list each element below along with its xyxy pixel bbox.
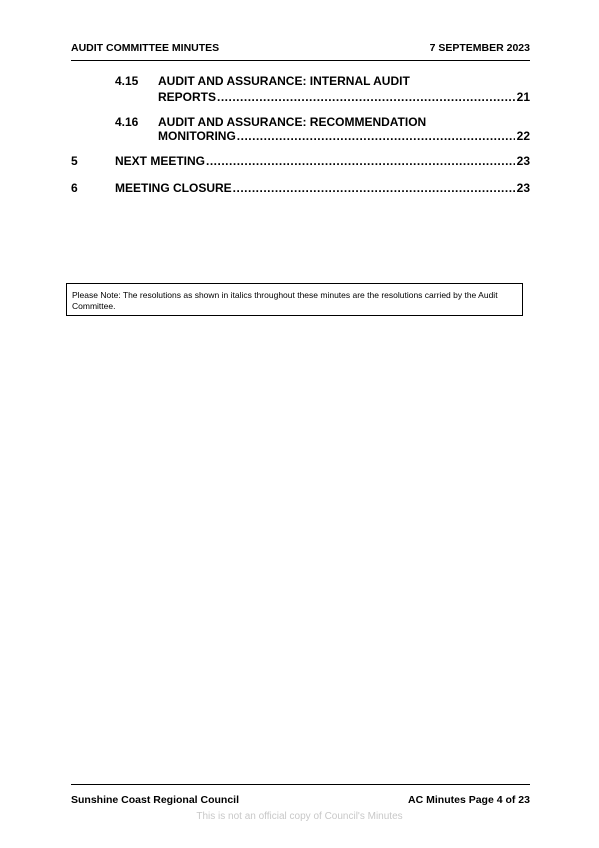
footer-divider xyxy=(71,784,530,785)
toc-number: 4.15 xyxy=(115,74,139,88)
header-divider xyxy=(71,60,530,61)
footer-page-info: AC Minutes Page 4 of 23 xyxy=(408,794,530,806)
dot-leader xyxy=(206,154,515,169)
dot-leader xyxy=(233,181,515,196)
toc-leader xyxy=(115,181,530,196)
footer-council-name: Sunshine Coast Regional Council xyxy=(71,794,240,806)
toc-page-number: 23 xyxy=(516,154,530,168)
dot-leader xyxy=(217,90,515,105)
toc-number: 4.16 xyxy=(115,115,139,129)
toc-title-line-2: REPORTS xyxy=(158,90,217,104)
header-title: AUDIT COMMITTEE MINUTES xyxy=(71,42,220,54)
note-text: Please Note: The resolutions as shown in italics throughout these minutes are the resolutions carried by the Audit Committee. xyxy=(72,290,498,311)
toc-number: 5 xyxy=(71,154,78,168)
toc-leader xyxy=(158,90,530,105)
toc-leader xyxy=(115,154,530,169)
toc-title-line-2: MONITORING xyxy=(158,129,236,143)
header-date: 7 SEPTEMBER 2023 xyxy=(429,42,530,54)
toc-page-number: 21 xyxy=(516,90,530,104)
page-header xyxy=(71,42,530,54)
toc-leader xyxy=(158,129,530,144)
watermark: This is not an official copy of Council's Minutes xyxy=(196,811,403,822)
dot-leader xyxy=(237,129,515,144)
toc-number: 6 xyxy=(71,181,78,195)
resolutions-note xyxy=(66,283,523,316)
toc-title-line-1: AUDIT AND ASSURANCE: INTERNAL AUDIT xyxy=(158,74,410,88)
toc-title-line-1: AUDIT AND ASSURANCE: RECOMMENDATION xyxy=(158,115,427,129)
toc-title: MEETING CLOSURE xyxy=(115,181,232,195)
page-footer xyxy=(71,794,530,806)
toc-page-number: 22 xyxy=(516,129,530,143)
toc-page-number: 23 xyxy=(516,181,530,195)
toc-title: NEXT MEETING xyxy=(115,154,206,168)
